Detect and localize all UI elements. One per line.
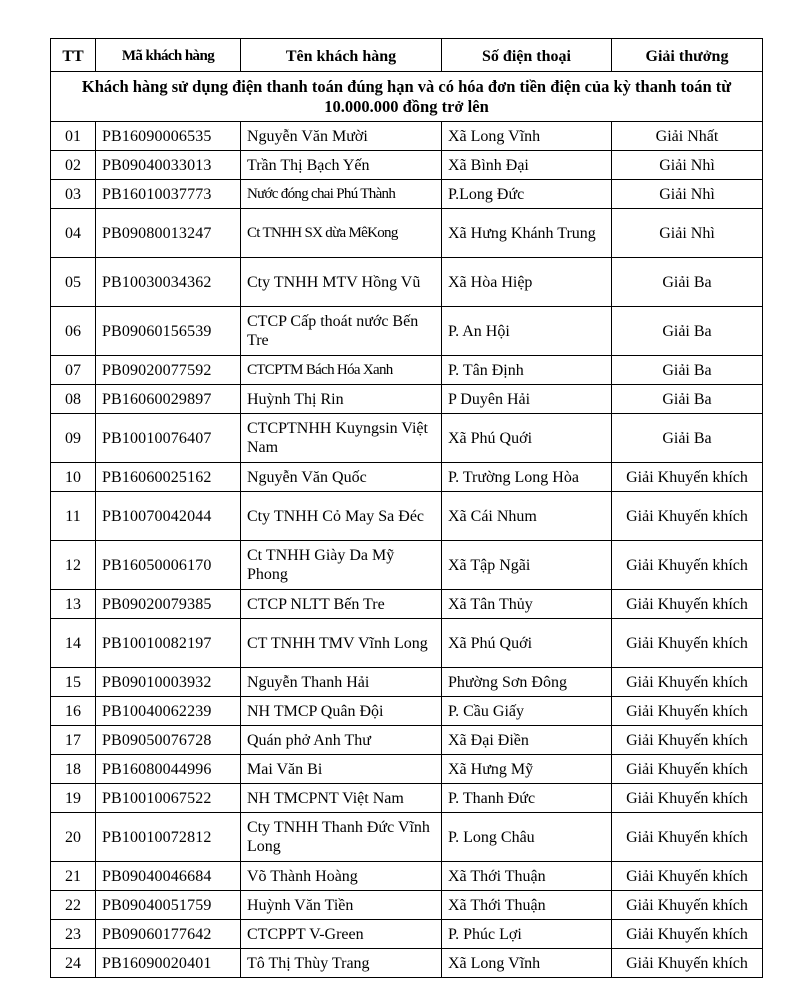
prize-level: Giải Khuyến khích [612,949,763,978]
prize-level: Giải Nhất [612,122,763,151]
prize-level: Giải Khuyến khích [612,590,763,619]
customer-phone: Xã Tập Ngãi [442,541,612,590]
section-title: Khách hàng sử dụng điện thanh toán đúng hạn và có hóa đơn tiền điện của kỳ thanh toán từ 10.000.000 đồng trở lên [51,72,763,122]
row-number: 06 [51,307,96,356]
prize-level: Giải Khuyến khích [612,668,763,697]
customer-code: PB09060177642 [96,920,241,949]
row-number: 12 [51,541,96,590]
customer-phone: P. Phúc Lợi [442,920,612,949]
table-row [51,862,763,891]
row-number: 05 [51,258,96,307]
table-row [51,356,763,385]
customer-name: Tô Thị Thùy Trang [241,949,442,978]
customer-code: PB09060156539 [96,307,241,356]
customer-name: Huỳnh Thị Rin [241,385,442,414]
customer-code: PB09080013247 [96,209,241,258]
customer-code: PB09050076728 [96,726,241,755]
row-number: 03 [51,180,96,209]
customer-code: PB09040051759 [96,891,241,920]
table-row [51,920,763,949]
customer-name: Cty TNHH Cỏ May Sa Đéc [241,492,442,541]
customer-phone: Phường Sơn Đông [442,668,612,697]
row-number: 04 [51,209,96,258]
customer-code: PB10030034362 [96,258,241,307]
customer-phone: Xã Đại Điền [442,726,612,755]
customer-phone: Xã Hưng Khánh Trung [442,209,612,258]
customer-name: Quán phở Anh Thư [241,726,442,755]
customer-code: PB16050006170 [96,541,241,590]
prize-level: Giải Khuyến khích [612,813,763,862]
table-row [51,414,763,463]
customer-code: PB10010067522 [96,784,241,813]
customer-phone: Xã Phú Quới [442,619,612,668]
table-row [51,122,763,151]
table-row [51,541,763,590]
prize-level: Giải Ba [612,258,763,307]
customer-name: NH TMCP Quân Đội [241,697,442,726]
customer-phone: P Duyên Hải [442,385,612,414]
customer-code: PB16090006535 [96,122,241,151]
row-number: 21 [51,862,96,891]
customer-phone: Xã Phú Quới [442,414,612,463]
customer-name: Nước đóng chai Phú Thành [241,180,442,209]
table-row [51,151,763,180]
customer-phone: Xã Thới Thuận [442,891,612,920]
prize-level: Giải Khuyến khích [612,862,763,891]
customer-phone: P. Thanh Đức [442,784,612,813]
customer-code: PB16060025162 [96,463,241,492]
customer-name: CTCPTM Bách Hóa Xanh [241,356,442,385]
customer-code: PB10040062239 [96,697,241,726]
header-customer-name: Tên khách hàng [241,39,442,72]
header-tt: TT [51,39,96,72]
row-number: 11 [51,492,96,541]
customer-name: CTCPPT V-Green [241,920,442,949]
prize-level: Giải Khuyến khích [612,755,763,784]
row-number: 09 [51,414,96,463]
prize-level: Giải Khuyến khích [612,891,763,920]
customer-name: Cty TNHH MTV Hồng Vũ [241,258,442,307]
row-number: 01 [51,122,96,151]
prize-level: Giải Nhì [612,209,763,258]
customer-phone: Xã Long Vĩnh [442,949,612,978]
table-row [51,755,763,784]
customer-code: PB09040046684 [96,862,241,891]
header-row [51,39,763,72]
customer-name: Võ Thành Hoàng [241,862,442,891]
prize-level: Giải Khuyến khích [612,492,763,541]
row-number: 07 [51,356,96,385]
table-row [51,463,763,492]
row-number: 23 [51,920,96,949]
customer-name: CT TNHH TMV Vĩnh Long [241,619,442,668]
header-phone: Số điện thoại [442,39,612,72]
table-row [51,307,763,356]
row-number: 20 [51,813,96,862]
customer-phone: P. Cầu Giấy [442,697,612,726]
customer-phone: Xã Bình Đại [442,151,612,180]
customer-phone: P. Long Châu [442,813,612,862]
table-row [51,697,763,726]
customer-phone: Xã Tân Thủy [442,590,612,619]
customer-name: Ct TNHH SX dừa MêKong [241,209,442,258]
row-number: 13 [51,590,96,619]
row-number: 18 [51,755,96,784]
customer-name: Nguyễn Văn Mười [241,122,442,151]
table-row [51,385,763,414]
customer-phone: Xã Cái Nhum [442,492,612,541]
customer-phone: Xã Thới Thuận [442,862,612,891]
table-row [51,668,763,697]
row-number: 17 [51,726,96,755]
prize-level: Giải Ba [612,414,763,463]
prize-level: Giải Ba [612,356,763,385]
prize-level: Giải Ba [612,385,763,414]
prize-level: Giải Nhì [612,180,763,209]
customer-phone: P. An Hội [442,307,612,356]
table-row [51,180,763,209]
row-number: 08 [51,385,96,414]
table-row [51,726,763,755]
prize-winners-table [50,38,763,978]
customer-code: PB10010082197 [96,619,241,668]
customer-name: Nguyễn Văn Quốc [241,463,442,492]
customer-name: Nguyễn Thanh Hải [241,668,442,697]
customer-code: PB10070042044 [96,492,241,541]
customer-phone: Xã Long Vĩnh [442,122,612,151]
customer-code: PB09040033013 [96,151,241,180]
prize-level: Giải Khuyến khích [612,697,763,726]
customer-code: PB09010003932 [96,668,241,697]
prize-level: Giải Khuyến khích [612,784,763,813]
customer-code: PB09020077592 [96,356,241,385]
table-row [51,492,763,541]
customer-phone: Xã Hưng Mỹ [442,755,612,784]
customer-code: PB10010076407 [96,414,241,463]
row-number: 14 [51,619,96,668]
table-row [51,590,763,619]
customer-name: CTCP NLTT Bến Tre [241,590,442,619]
customer-name: Mai Văn Bi [241,755,442,784]
row-number: 02 [51,151,96,180]
customer-code: PB16080044996 [96,755,241,784]
header-prize: Giải thưởng [612,39,763,72]
customer-phone: P. Trường Long Hòa [442,463,612,492]
row-number: 24 [51,949,96,978]
table-row [51,813,763,862]
customer-name: Huỳnh Văn Tiền [241,891,442,920]
table-row [51,891,763,920]
customer-name: CTCPTNHH Kuyngsin Việt Nam [241,414,442,463]
prize-level: Giải Khuyến khích [612,726,763,755]
customer-name: Ct TNHH Giày Da Mỹ Phong [241,541,442,590]
row-number: 19 [51,784,96,813]
row-number: 16 [51,697,96,726]
prize-level: Giải Nhì [612,151,763,180]
customer-phone: P. Tân Định [442,356,612,385]
customer-code: PB09020079385 [96,590,241,619]
customer-code: PB10010072812 [96,813,241,862]
customer-name: NH TMCPNT Việt Nam [241,784,442,813]
customer-code: PB16010037773 [96,180,241,209]
table-row [51,949,763,978]
section-row [51,72,763,122]
table-row [51,209,763,258]
row-number: 22 [51,891,96,920]
prize-level: Giải Khuyến khích [612,920,763,949]
customer-code: PB16090020401 [96,949,241,978]
prize-level: Giải Khuyến khích [612,463,763,492]
table-row [51,258,763,307]
prize-level: Giải Ba [612,307,763,356]
table-row [51,784,763,813]
table-row [51,619,763,668]
customer-name: Trần Thị Bạch Yến [241,151,442,180]
customer-code: PB16060029897 [96,385,241,414]
customer-phone: Xã Hòa Hiệp [442,258,612,307]
customer-name: CTCP Cấp thoát nước Bến Tre [241,307,442,356]
customer-name: Cty TNHH Thanh Đức Vĩnh Long [241,813,442,862]
prize-level: Giải Khuyến khích [612,619,763,668]
row-number: 15 [51,668,96,697]
customer-phone: P.Long Đức [442,180,612,209]
row-number: 10 [51,463,96,492]
header-customer-code: Mã khách hàng [96,39,241,72]
prize-level: Giải Khuyến khích [612,541,763,590]
